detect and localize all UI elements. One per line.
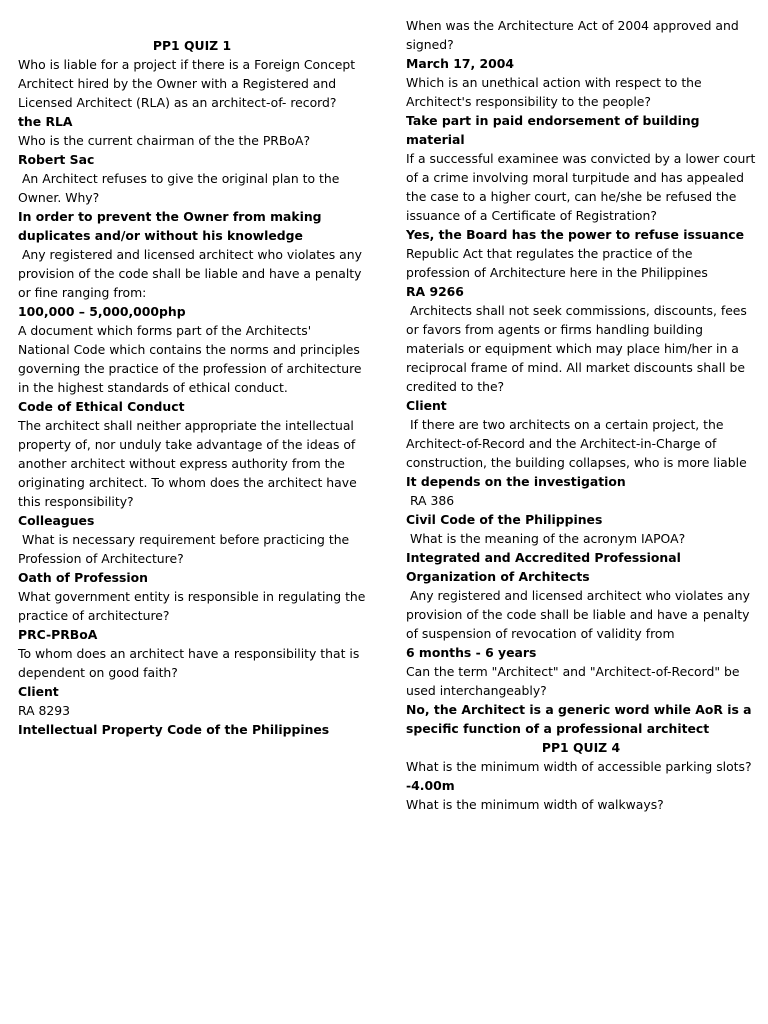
answer-text: No, the Architect is a generic word while AoR is a specific function of a professional architect — [406, 702, 756, 736]
question-text: What government entity is responsible in regulating the practice of architecture? — [18, 589, 370, 623]
question-text: The architect shall neither appropriate the intellectual property of, nor unduly take advantage of the ideas of another architect without express authority from the originating architect. To whom does the architect have this responsibility? — [18, 418, 361, 509]
answer-text: 100,000 – 5,000,000php — [18, 304, 186, 319]
question-text: What is the minimum width of walkways? — [406, 797, 664, 812]
question-text: RA 386 — [406, 493, 455, 508]
question-text: Architects shall not seek commissions, discounts, fees or favors from agents or firms handling building materials or equipment which may place him/her in a reciprocal frame of mind. All market discounts shall be credited to the? — [406, 303, 751, 394]
answer-text: Code of Ethical Conduct — [18, 399, 185, 414]
answer-text: Integrated and Accredited Professional Organization of Architects — [406, 550, 686, 584]
left-column — [18, 36, 370, 739]
answer-text: the RLA — [18, 114, 73, 129]
answer-text: -4.00m — [406, 778, 455, 793]
answer-text: March 17, 2004 — [406, 56, 515, 71]
answer-text: PRC-PRBoA — [18, 627, 98, 642]
question-text: What is necessary requirement before practicing the Profession of Architecture? — [18, 532, 354, 566]
question-text: Any registered and licensed architect who violates any provision of the code shall be liable and have a penalty of suspension of revocation of validity from — [406, 588, 754, 641]
question-text: A document which forms part of the Architects' National Code which contains the norms and principles governing the practice of the profession of architecture in the highest standards of ethical conduct. — [18, 323, 366, 395]
answer-text: Civil Code of the Philippines — [406, 512, 603, 527]
answer-text: Take part in paid endorsement of building material — [406, 113, 704, 147]
question-text: Can the term "Architect" and "Architect-of-Record" be used interchangeably? — [406, 664, 744, 698]
answer-text: 6 months - 6 years — [406, 645, 537, 660]
answer-text: RA 9266 — [406, 284, 464, 299]
answer-text: Colleagues — [18, 513, 95, 528]
question-text: To whom does an architect have a responsibility that is dependent on good faith? — [18, 646, 364, 680]
right-column — [406, 16, 760, 814]
answer-text: Client — [18, 684, 59, 699]
question-text: RA 8293 — [18, 703, 71, 718]
question-text: Republic Act that regulates the practice of the profession of Architecture here in the Philippines — [406, 246, 708, 280]
question-text: If there are two architects on a certain project, the Architect-of-Record and the Architect-in-Charge of construction, the building collapses, who is more liable — [406, 417, 747, 470]
question-text: An Architect refuses to give the original plan to the Owner. Why? — [18, 171, 344, 205]
question-text: If a successful examinee was convicted by a lower court of a crime involving moral turpitude and has appealed the case to a higher court, can he/she be refused the issuance of a Certificate of Registration? — [406, 151, 760, 223]
question-text: Which is an unethical action with respect to the Architect's responsibility to the people? — [406, 75, 706, 109]
question-text: What is the minimum width of accessible parking slots? — [406, 759, 752, 774]
answer-text: It depends on the investigation — [406, 474, 626, 489]
question-text: Who is liable for a project if there is a Foreign Concept Architect hired by the Owner with a Registered and Licensed Architect (RLA) as an architect-of- record? — [18, 57, 360, 110]
answer-text: Intellectual Property Code of the Philippines — [18, 722, 330, 737]
quiz-title: PP1 QUIZ 1 — [152, 38, 232, 53]
answer-text: Client — [406, 398, 447, 413]
answer-text: Oath of Profession — [18, 570, 148, 585]
question-text: Any registered and licensed architect who violates any provision of the code shall be liable and have a penalty or fine ranging from: — [18, 247, 366, 300]
question-text: Who is the current chairman of the the PRBoA? — [18, 133, 311, 148]
answer-text: In order to prevent the Owner from making duplicates and/or without his knowledge — [18, 209, 326, 243]
question-text: When was the Architecture Act of 2004 approved and signed? — [406, 18, 743, 52]
answer-text: Robert Sac — [18, 152, 95, 167]
quiz-title: PP1 QUIZ 4 — [541, 740, 621, 755]
question-text: What is the meaning of the acronym IAPOA? — [406, 531, 686, 546]
answer-text: Yes, the Board has the power to refuse issuance — [406, 227, 745, 242]
